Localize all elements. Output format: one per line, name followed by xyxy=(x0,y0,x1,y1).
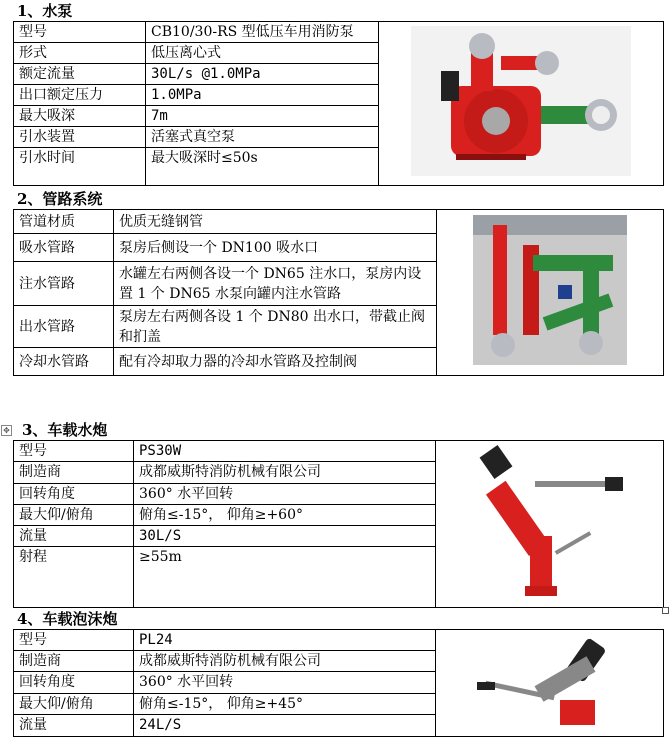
spec-value: 低压离心式 xyxy=(146,43,379,64)
spec-value: 俯角≤-15°， 仰角≥+60° xyxy=(134,504,436,525)
section-title-piping: 2、管路系统 xyxy=(17,190,103,208)
spec-key: 额定流量 xyxy=(14,64,146,85)
spec-value: CB10/30-RS 型低压车用消防泵 xyxy=(146,22,379,43)
pump-room-piping-photo xyxy=(473,215,627,365)
spec-key: 注水管路 xyxy=(14,262,114,306)
spec-key: 流量 xyxy=(14,526,134,547)
spec-value: 泵房后侧设一个 DN100 吸水口 xyxy=(114,234,437,262)
pump-photo-cell xyxy=(379,22,664,186)
water-cannon-photo-cell xyxy=(436,441,664,608)
spec-value: 360° 水平回转 xyxy=(134,672,436,693)
spec-key: 流量 xyxy=(14,714,134,736)
table-move-handle-icon[interactable]: ✥ xyxy=(1,425,12,436)
spec-value: 优质无缝钢管 xyxy=(114,210,437,234)
spec-value: 30L/S xyxy=(134,526,436,547)
spec-value: PL24 xyxy=(134,630,436,651)
water-cannon-photo xyxy=(475,441,625,601)
piping-photo-cell xyxy=(437,210,664,376)
spec-value: 成都威斯特消防机械有限公司 xyxy=(134,651,436,672)
spec-value: 配有冷却取力器的冷却水管路及控制阀 xyxy=(114,348,437,376)
foam-cannon-photo-cell xyxy=(436,630,664,737)
spec-key: 引水时间 xyxy=(14,148,146,186)
spec-key: 冷却水管路 xyxy=(14,348,114,376)
spec-value: 360° 水平回转 xyxy=(134,483,436,504)
water-cannon-spec-table xyxy=(13,440,664,608)
spec-value: 泵房左右两侧各设 1 个 DN80 出水口，带截止阀和扪盖 xyxy=(114,306,437,348)
section-title-pump: 1、水泵 xyxy=(17,2,73,20)
section-title-foam-cannon: 4、车载泡沫炮 xyxy=(17,610,118,628)
foam-cannon-spec-table xyxy=(13,629,664,737)
spec-value: 俯角≤-15°， 仰角≥+45° xyxy=(134,693,436,714)
spec-key: 制造商 xyxy=(14,462,134,483)
spec-key: 型号 xyxy=(14,441,134,462)
pump-spec-table xyxy=(13,21,664,186)
spec-key: 制造商 xyxy=(14,651,134,672)
spec-value: 24L/S xyxy=(134,714,436,736)
section-title-water-cannon: 3、车载水炮 xyxy=(22,421,108,439)
spec-key: 射程 xyxy=(14,547,134,608)
spec-key: 最大吸深 xyxy=(14,106,146,127)
spec-key: 型号 xyxy=(14,22,146,43)
spec-value: 水罐左右两侧各设一个 DN65 注水口，泵房内设置 1 个 DN65 水泵向罐内注水管路 xyxy=(114,262,437,306)
fire-pump-photo xyxy=(411,26,631,176)
spec-key: 回转角度 xyxy=(14,672,134,693)
spec-key: 吸水管路 xyxy=(14,234,114,262)
spec-key: 回转角度 xyxy=(14,483,134,504)
spec-value: 30L/s @1.0MPa xyxy=(146,64,379,85)
spec-key: 引水装置 xyxy=(14,127,146,148)
table-resize-handle-icon[interactable] xyxy=(662,607,669,614)
spec-key: 管道材质 xyxy=(14,210,114,234)
spec-value: 最大吸深时≤50s xyxy=(146,148,379,186)
spec-value: PS30W xyxy=(134,441,436,462)
piping-spec-table xyxy=(13,209,664,376)
foam-cannon-photo xyxy=(475,630,625,730)
spec-key: 最大仰/俯角 xyxy=(14,504,134,525)
spec-key: 出水管路 xyxy=(14,306,114,348)
spec-key: 最大仰/俯角 xyxy=(14,693,134,714)
spec-key: 型号 xyxy=(14,630,134,651)
spec-value: 成都威斯特消防机械有限公司 xyxy=(134,462,436,483)
spec-key: 出口额定压力 xyxy=(14,85,146,106)
spec-value: 7m xyxy=(146,106,379,127)
spec-value: ≥55m xyxy=(134,547,436,608)
spec-key: 形式 xyxy=(14,43,146,64)
spec-value: 活塞式真空泵 xyxy=(146,127,379,148)
spec-value: 1.0MPa xyxy=(146,85,379,106)
